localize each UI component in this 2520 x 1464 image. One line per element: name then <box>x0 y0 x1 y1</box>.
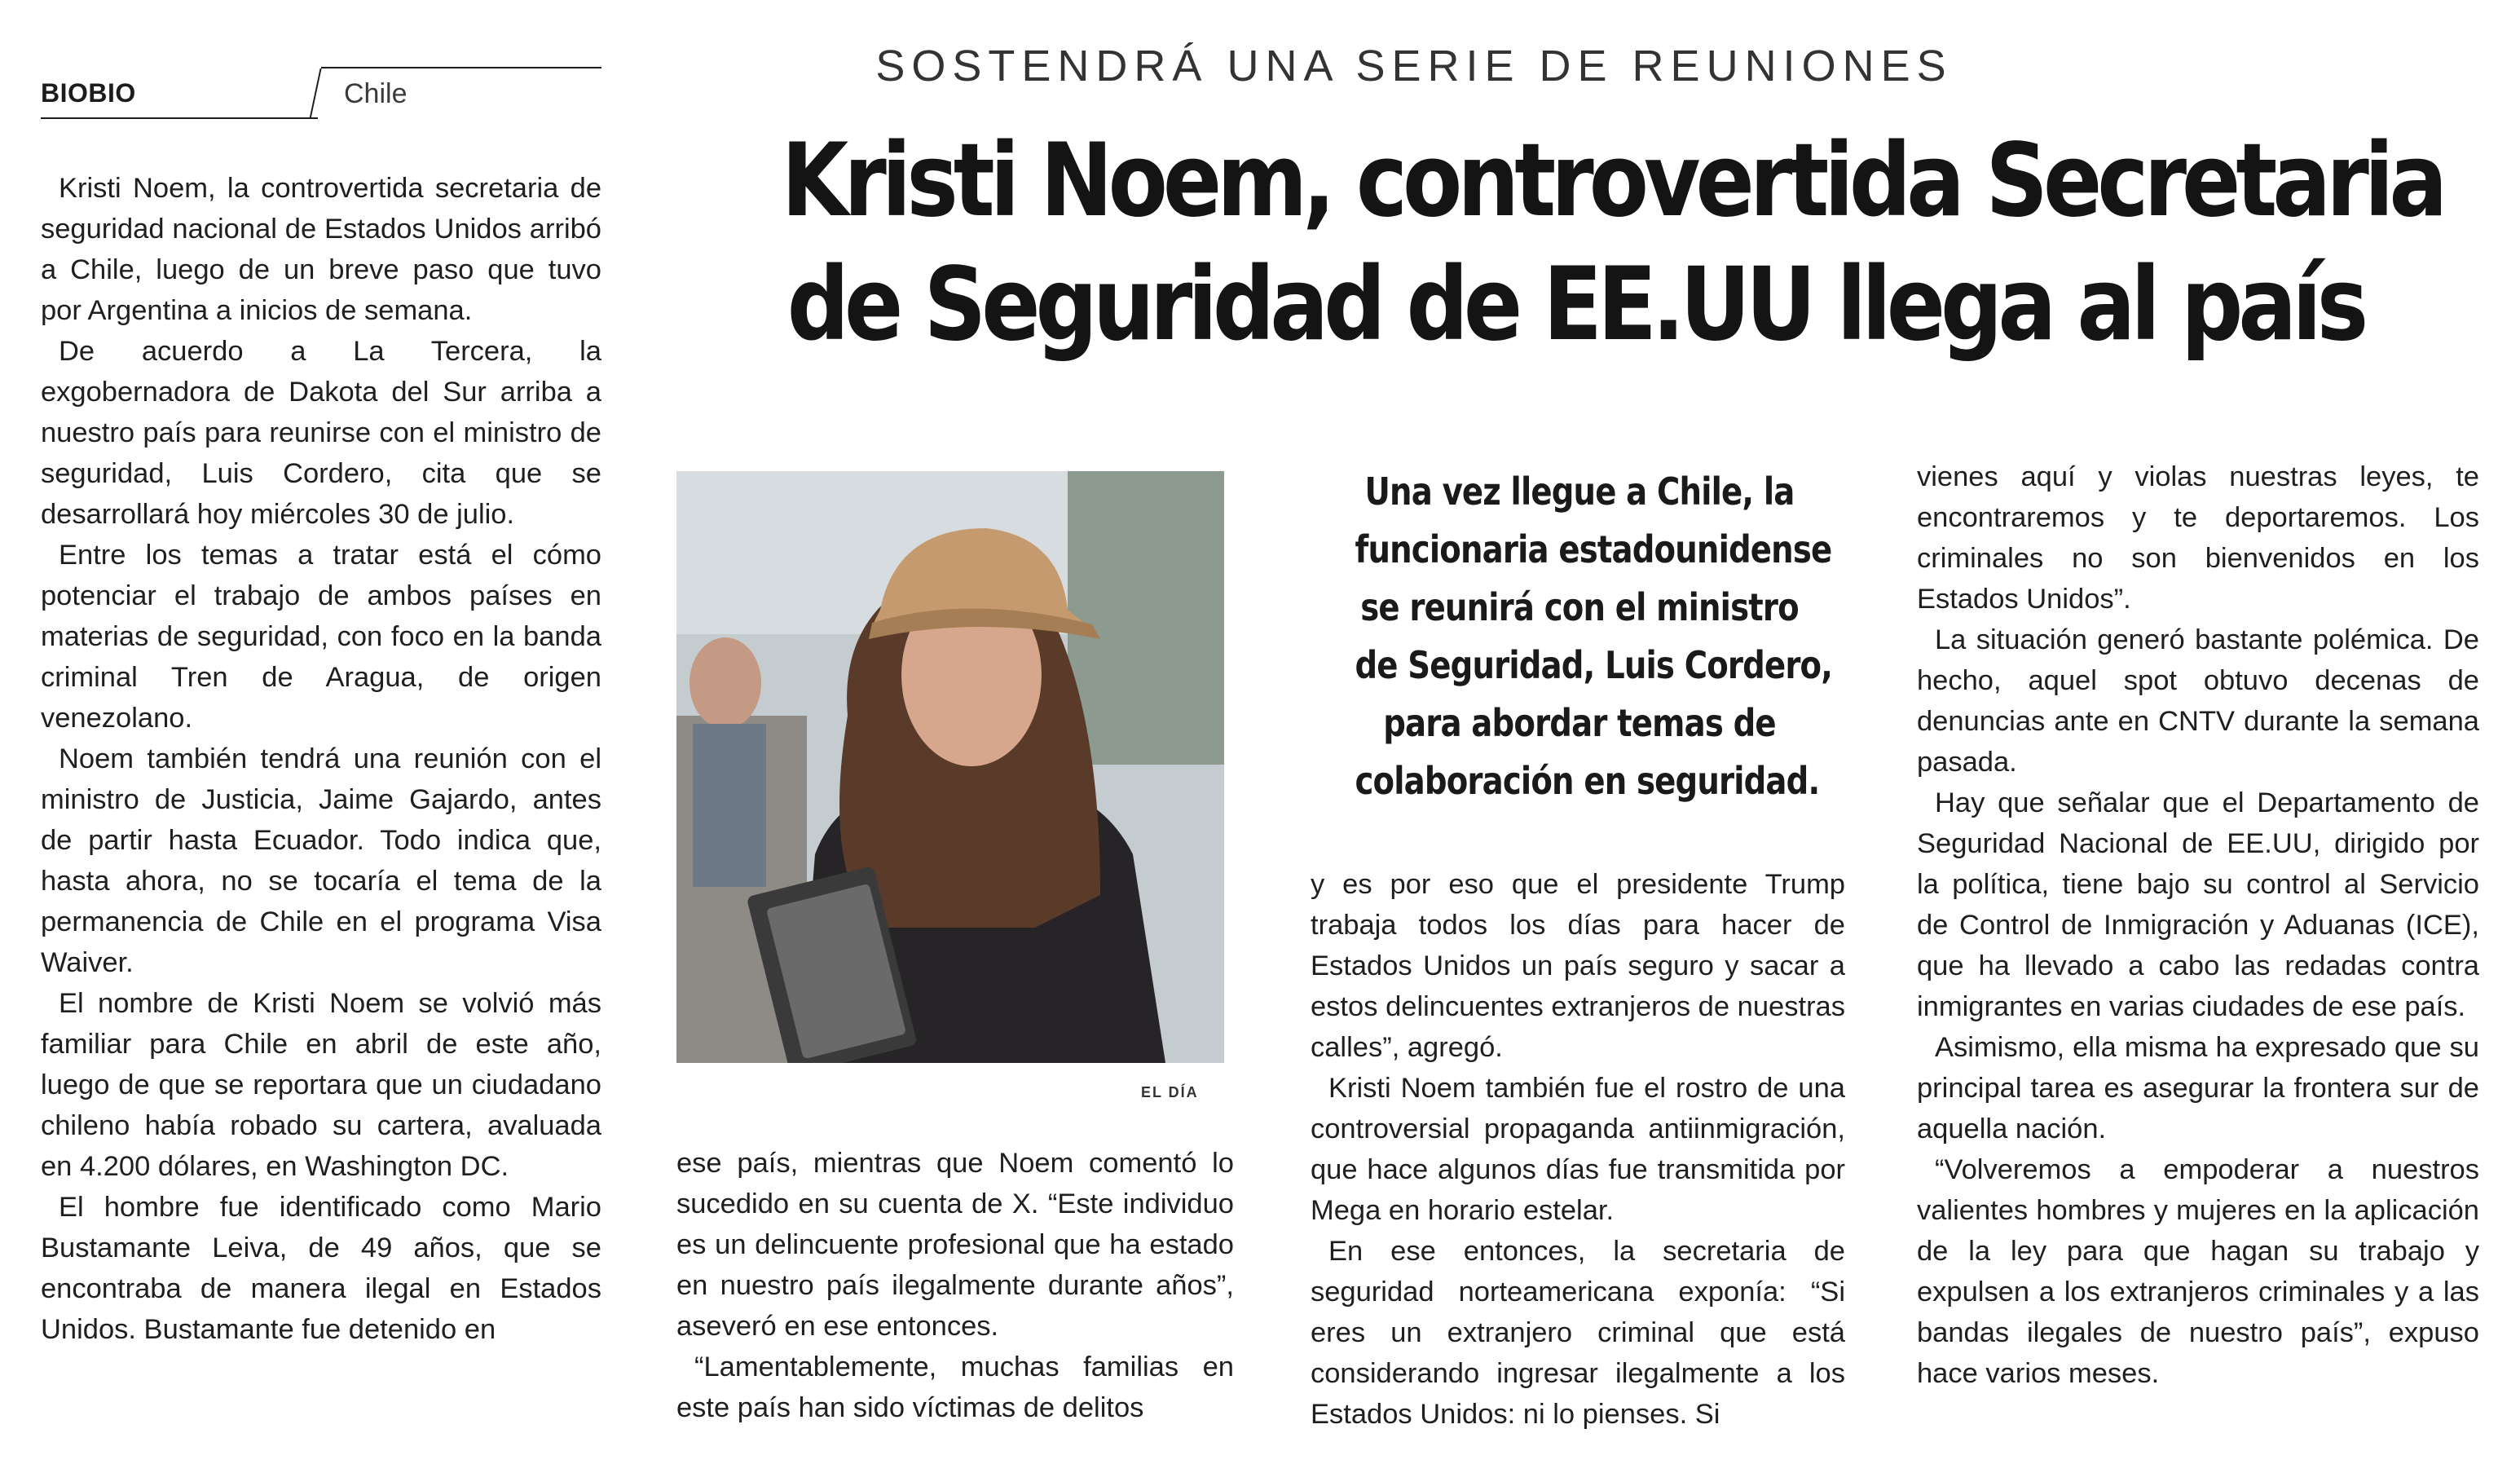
section-rule-slash <box>309 68 321 119</box>
pull-quote-line: colaboración en seguridad. <box>1355 759 1820 803</box>
paragraph: ese país, mientras que Noem comentó lo sucedido en su cuenta de X. “Este individuo es un delincuente profesional que ha estado en nuestro país ilegalmente durante años”, aseveró en ese entonces. <box>676 1148 1234 1342</box>
pull-quote <box>1355 463 1833 810</box>
paragraph: El nombre de Kristi Noem se volvió más familiar para Chile en abril de este año, luego de que se reportara que un ciudadano chileno había robado su cartera, avaluada en 4.200 dólares, en Washington DC. <box>41 988 601 1182</box>
paragraph: La situación generó bastante polémica. De hecho, aquel spot obtuvo decenas de denuncias ante en CNTV durante la semana pasada. <box>1917 624 2479 778</box>
section-rule <box>41 117 318 119</box>
paragraph: El hombre fue identificado como Mario Bustamante Leiva, de 49 años, que se encontraba de manera ilegal en Estados Unidos. Bustamante fue detenido en <box>41 1192 601 1345</box>
headline-line-2: de Seguridad de EE.UU llega al país <box>786 246 2364 364</box>
paragraph: “Lamentablemente, muchas familias en este país han sido víctimas de delitos <box>676 1352 1234 1423</box>
article-photo <box>676 471 1224 1063</box>
paragraph: Noem también tendrá una reunión con el ministro de Justicia, Jaime Gajardo, antes de partir hasta Ecuador. Todo indica que, hasta ahora, no se tocaría el tema de la permanencia de Chile en el programa Visa Waiver. <box>41 743 601 978</box>
paragraph: Entre los temas a tratar está el cómo potenciar el trabajo de ambos países en materias de seguridad, con foco en la banda criminal Tren de Aragua, de origen venezolano. <box>41 540 601 734</box>
pull-quote-line: Una vez llegue a Chile, la <box>1364 470 1795 514</box>
pull-quote-line: funcionaria estadounidense <box>1355 527 1832 571</box>
paragraph: En ese entonces, la secretaria de seguridad norteamericana exponía: “Si eres un extranjero criminal que está considerando ingresar ilegalmente a los Estados Unidos: ni lo pienses. Si <box>1311 1236 1845 1430</box>
paragraph: Kristi Noem, la controvertida secretaria de seguridad nacional de Estados Unidos arribó a Chile, luego de un breve paso que tuvo por Argentina a inicios de semana. <box>41 173 601 326</box>
body-column-2 <box>676 1143 1234 1428</box>
region-label: Chile <box>344 78 408 109</box>
body-column-1 <box>41 168 601 1350</box>
pull-quote-line: para abordar temas de <box>1383 701 1776 745</box>
section-name: BIOBIO <box>41 78 136 108</box>
paragraph: Hay que señalar que el Departamento de Seguridad Nacional de EE.UU, dirigido por la política, tiene bajo su control al Servicio de Control de Inmigración y Aduanas (ICE), que ha llevado a cabo las redadas contra inmigrantes en varias ciudades de ese país. <box>1917 787 2479 1022</box>
paragraph: “Volveremos a empoderar a nuestros valientes hombres y mujeres en la aplicación de la ley para que hagan su trabajo y expulsen a los extranjeros criminales y a las bandas ilegales de nuestro país”, expuso hace varios meses. <box>1917 1154 2479 1389</box>
body-column-4 <box>1917 456 2479 1394</box>
paragraph: vienes aquí y violas nuestras leyes, te encontraremos y te deportaremos. Los criminales no son bienvenidos en los Estados Unidos”. <box>1917 461 2479 615</box>
pull-quote-line: de Seguridad, Luis Cordero, <box>1355 643 1833 687</box>
headline <box>781 119 2443 367</box>
pull-quote-line: se reunirá con el ministro <box>1360 585 1799 629</box>
paragraph: y es por eso que el presidente Trump trabaja todos los días para hacer de Estados Unidos un país seguro y sacar a estos delincuentes extranjeros de nuestras calles”, agregó. <box>1311 869 1845 1063</box>
kicker: SOSTENDRÁ UNA SERIE DE REUNIONES <box>875 42 1953 90</box>
section-rule-top <box>321 67 601 68</box>
body-column-3 <box>1311 864 1845 1435</box>
headline-line-1: Kristi Noem, controvertida Secretaria <box>781 122 2443 240</box>
photo-illustration <box>676 471 1224 1063</box>
paragraph: Kristi Noem también fue el rostro de una controversial propaganda antiinmigración, que hace algunos días fue transmitida por Mega en horario estelar. <box>1311 1073 1845 1226</box>
photo-credit: EL DÍA <box>1141 1084 1199 1100</box>
paragraph: De acuerdo a La Tercera, la exgobernadora de Dakota del Sur arriba a nuestro país para reunirse con el ministro de seguridad, Luis Cordero, cita que se desarrollará hoy miércoles 30 de julio. <box>41 336 601 530</box>
paragraph: Asimismo, ella misma ha expresado que su principal tarea es asegurar la frontera sur de aquella nación. <box>1917 1032 2479 1144</box>
